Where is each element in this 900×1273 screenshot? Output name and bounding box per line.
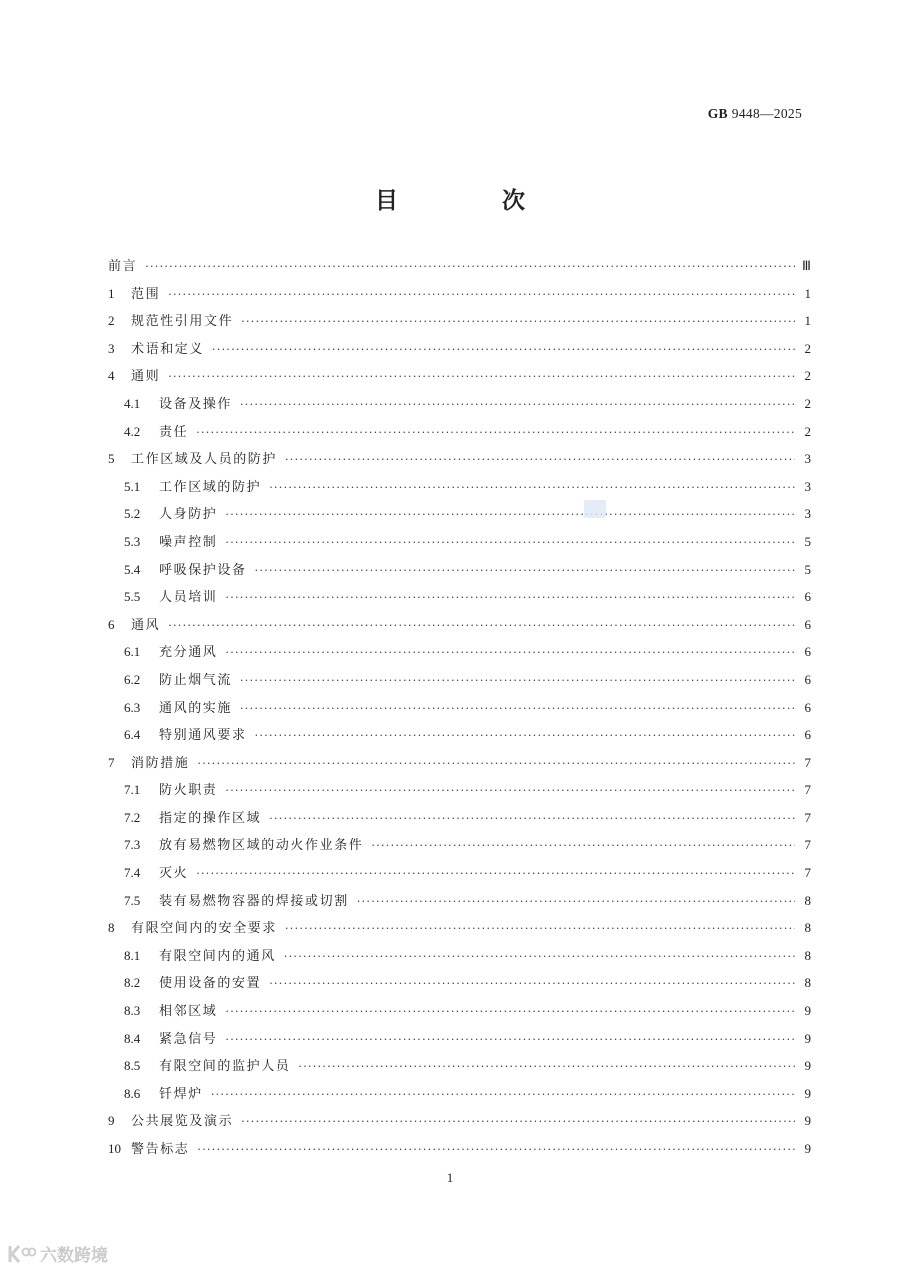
watermark-logo — [6, 1241, 108, 1266]
toc-entry[interactable] — [108, 1083, 811, 1111]
toc-entry-label: 呼吸保护设备 — [159, 562, 247, 578]
toc-entry[interactable] — [108, 752, 811, 780]
toc-entry-page: 9 — [804, 1003, 811, 1019]
toc-entry-number: 7.1 — [124, 782, 141, 798]
toc-entry-number: 5.4 — [124, 561, 141, 577]
toc-entry-label: 有限空间内的通风 — [159, 948, 276, 964]
toc-entry-number: 2 — [108, 313, 115, 329]
toc-entry[interactable] — [108, 1000, 811, 1028]
toc-entry-page: 2 — [804, 368, 811, 384]
toc-entry[interactable] — [108, 1110, 811, 1138]
toc-entry-number: 8.5 — [124, 1058, 141, 1074]
toc-entry[interactable] — [108, 1028, 811, 1056]
toc-entry-label: 使用设备的安置 — [159, 976, 262, 992]
toc-entry-page: 2 — [804, 395, 811, 411]
toc-leader-dots — [357, 895, 795, 908]
toc-entry-number: 6.1 — [124, 644, 141, 660]
toc-entry-page: 6 — [804, 589, 811, 605]
toc-entry-page: 6 — [804, 699, 811, 715]
toc-leader-dots — [196, 426, 795, 439]
toc-entry-page: 3 — [804, 478, 811, 494]
watermark-text: 六数跨境 — [40, 1246, 108, 1266]
toc-entry-label: 指定的操作区域 — [159, 810, 262, 826]
toc-entry-label: 消防措施 — [131, 755, 190, 771]
toc-entry-label: 放有易燃物区域的动火作业条件 — [159, 838, 364, 854]
toc-entry-page: 7 — [804, 809, 811, 825]
toc-entry-label: 充分通风 — [159, 645, 218, 661]
toc-entry-page: 8 — [804, 920, 811, 936]
toc-entry-label: 防火职责 — [159, 783, 218, 799]
toc-entry-label: 范围 — [131, 286, 161, 302]
toc-entry-page: 8 — [804, 947, 811, 963]
toc-leader-dots — [371, 839, 795, 852]
toc-entry-number: 4.1 — [124, 395, 141, 411]
toc-leader-dots — [197, 757, 795, 770]
toc-entry-page: 6 — [804, 644, 811, 660]
toc-entry-label: 人身防护 — [159, 507, 218, 523]
toc-entry-label: 相邻区域 — [159, 1004, 218, 1020]
toc-entry-page: Ⅲ — [802, 258, 811, 273]
toc-entry-number: 7.5 — [124, 892, 141, 908]
toc-entry-number: 8.3 — [124, 1003, 141, 1019]
toc-entry[interactable] — [108, 862, 811, 890]
toc-leader-dots — [241, 315, 795, 328]
toc-leader-dots — [225, 1005, 795, 1018]
toc-leader-dots — [285, 922, 795, 935]
toc-entry[interactable] — [108, 1055, 811, 1083]
toc-entry[interactable] — [108, 834, 811, 862]
toc-entry-number: 10 — [108, 1141, 121, 1156]
toc-entry-number: 9 — [108, 1113, 115, 1129]
toc-entry-page: 5 — [804, 533, 811, 549]
toc-leader-dots — [168, 619, 795, 632]
toc-entry[interactable] — [108, 476, 811, 504]
toc-entry[interactable] — [108, 503, 811, 531]
page-title: 目 次 — [374, 188, 573, 214]
toc-leader-dots — [240, 674, 795, 687]
toc-entry-number: 5.5 — [124, 589, 141, 605]
toc-entry[interactable] — [108, 890, 811, 918]
toc-leader-dots — [225, 784, 795, 797]
toc-leader-dots — [255, 564, 795, 577]
toc-entry-label: 紧急信号 — [159, 1031, 218, 1047]
toc-entry-number: 7.2 — [124, 809, 141, 825]
toc-entry-number: 5 — [108, 451, 115, 467]
toc-entry-label: 通风的实施 — [159, 700, 233, 716]
toc-entry-page: 3 — [804, 506, 811, 522]
toc-entry-number: 7.4 — [124, 865, 141, 881]
toc-entry-number: 5.1 — [124, 478, 141, 494]
toc-entry[interactable] — [108, 531, 811, 559]
toc-entry-number: 6.2 — [124, 671, 141, 687]
toc-entry[interactable] — [108, 255, 811, 283]
toc-entry[interactable] — [108, 945, 811, 973]
brand-logo-icon — [6, 1243, 36, 1265]
watermark-badge — [584, 500, 606, 518]
toc-entry[interactable] — [108, 338, 811, 366]
toc-entry[interactable] — [108, 421, 811, 449]
toc-leader-dots — [168, 288, 795, 301]
toc-entry-label: 人员培训 — [159, 590, 218, 606]
toc-entry-label: 有限空间内的安全要求 — [131, 921, 278, 937]
toc-entry-label: 通则 — [131, 369, 161, 385]
toc-entry-number: 7.3 — [124, 837, 141, 853]
toc-entry-label: 通风 — [131, 617, 161, 633]
toc-entry-page: 6 — [804, 616, 811, 632]
toc-leader-dots — [196, 867, 795, 880]
toc-entry-number: 4 — [108, 368, 115, 384]
toc-entry-page: 7 — [804, 865, 811, 881]
toc-entry-label: 防止烟气流 — [159, 672, 233, 688]
toc-entry[interactable] — [108, 1138, 811, 1166]
toc-entry-page: 8 — [804, 975, 811, 991]
toc-entry[interactable] — [108, 310, 811, 338]
toc-entry-page: 9 — [804, 1085, 811, 1101]
toc-leader-dots — [255, 729, 795, 742]
toc-entry-label: 灭火 — [159, 866, 189, 882]
toc-entry[interactable] — [108, 972, 811, 1000]
toc-entry-label: 特别通风要求 — [159, 728, 247, 744]
standard-prefix: GB — [707, 106, 728, 121]
toc-entry[interactable] — [108, 559, 811, 587]
toc-entry[interactable] — [108, 586, 811, 614]
toc-entry[interactable] — [108, 779, 811, 807]
toc-entry-page: 9 — [804, 1058, 811, 1074]
toc-leader-dots — [285, 453, 795, 466]
toc-entry-page: 1 — [804, 313, 811, 329]
toc-entry[interactable] — [108, 641, 811, 669]
toc-leader-dots — [145, 260, 795, 273]
toc-leader-dots — [269, 481, 795, 494]
toc-entry-page: 2 — [804, 423, 811, 439]
toc-entry-label: 前言 — [108, 259, 138, 274]
toc-entry-page: 9 — [804, 1141, 811, 1156]
toc-leader-dots — [269, 812, 795, 825]
toc-entry-page: 1 — [804, 285, 811, 301]
toc-entry-label: 设备及操作 — [159, 396, 233, 412]
toc-entry-label: 规范性引用文件 — [131, 314, 234, 330]
toc-entry[interactable] — [108, 614, 811, 642]
toc-entry[interactable] — [108, 917, 811, 945]
toc-entry-page: 9 — [804, 1113, 811, 1129]
toc-entry-number: 6.3 — [124, 699, 141, 715]
toc-entry-page: 7 — [804, 782, 811, 798]
toc-entry-label: 工作区域的防护 — [159, 479, 262, 495]
toc-entry-number: 4.2 — [124, 423, 141, 439]
toc-leader-dots — [168, 370, 795, 383]
toc-leader-dots — [298, 1060, 795, 1073]
page-number: 1 — [446, 1170, 454, 1185]
toc-entry-number: 8.6 — [124, 1085, 141, 1101]
toc-entry-page: 8 — [804, 892, 811, 908]
toc-entry-label: 术语和定义 — [131, 341, 205, 357]
standard-number: 9448—2025 — [731, 106, 802, 121]
toc-entry[interactable] — [108, 393, 811, 421]
toc-entry-label: 钎焊炉 — [159, 1086, 203, 1102]
toc-entry-number: 6 — [108, 616, 115, 632]
toc-entry-page: 7 — [804, 754, 811, 770]
toc-entry-page: 6 — [804, 671, 811, 687]
toc-entry-number: 1 — [108, 285, 115, 301]
toc-entry-label: 公共展览及演示 — [131, 1114, 234, 1130]
toc-leader-dots — [211, 1088, 795, 1101]
toc-entry-number: 3 — [108, 340, 115, 356]
toc-leader-dots — [225, 1033, 795, 1046]
toc-entry-label: 噪声控制 — [159, 534, 218, 550]
toc-leader-dots — [225, 536, 795, 549]
toc-leader-dots — [269, 977, 795, 990]
toc-leader-dots — [241, 1115, 795, 1128]
toc-entry-label: 装有易燃物容器的焊接或切割 — [159, 893, 349, 909]
toc-leader-dots — [225, 591, 795, 604]
toc-entry-number: 8.2 — [124, 975, 141, 991]
toc-entry[interactable] — [108, 283, 811, 311]
toc-entry[interactable] — [108, 448, 811, 476]
toc-entry[interactable] — [108, 669, 811, 697]
toc-entry-page: 5 — [804, 561, 811, 577]
toc-entry-page: 9 — [804, 1030, 811, 1046]
toc-entry-number: 8.1 — [124, 947, 141, 963]
toc-entry-page: 3 — [804, 451, 811, 467]
toc-leader-dots — [225, 646, 795, 659]
toc-entry-number: 6.4 — [124, 727, 141, 743]
toc-leader-dots — [240, 702, 795, 715]
toc-entry-number: 7 — [108, 754, 115, 770]
toc-entry-label: 警告标志 — [131, 1142, 190, 1157]
toc-leader-dots — [225, 508, 795, 521]
toc-entry-page: 2 — [804, 340, 811, 356]
toc-entry[interactable] — [108, 697, 811, 725]
toc-entry-number: 5.3 — [124, 533, 141, 549]
table-of-contents — [108, 255, 811, 1166]
toc-entry-number: 5.2 — [124, 506, 141, 522]
toc-entry-number: 8.4 — [124, 1030, 141, 1046]
toc-leader-dots — [212, 343, 795, 356]
toc-entry[interactable] — [108, 807, 811, 835]
toc-entry[interactable] — [108, 724, 811, 752]
standard-code — [708, 106, 802, 122]
toc-entry-label: 工作区域及人员的防护 — [131, 452, 278, 468]
toc-entry[interactable] — [108, 365, 811, 393]
toc-leader-dots — [284, 950, 795, 963]
toc-entry-number: 8 — [108, 920, 115, 936]
toc-entry-label: 有限空间的监护人员 — [159, 1059, 291, 1075]
toc-leader-dots — [240, 398, 795, 411]
toc-leader-dots — [197, 1143, 795, 1156]
toc-entry-label: 责任 — [159, 424, 189, 440]
toc-entry-page: 6 — [804, 727, 811, 743]
toc-entry-page: 7 — [804, 837, 811, 853]
